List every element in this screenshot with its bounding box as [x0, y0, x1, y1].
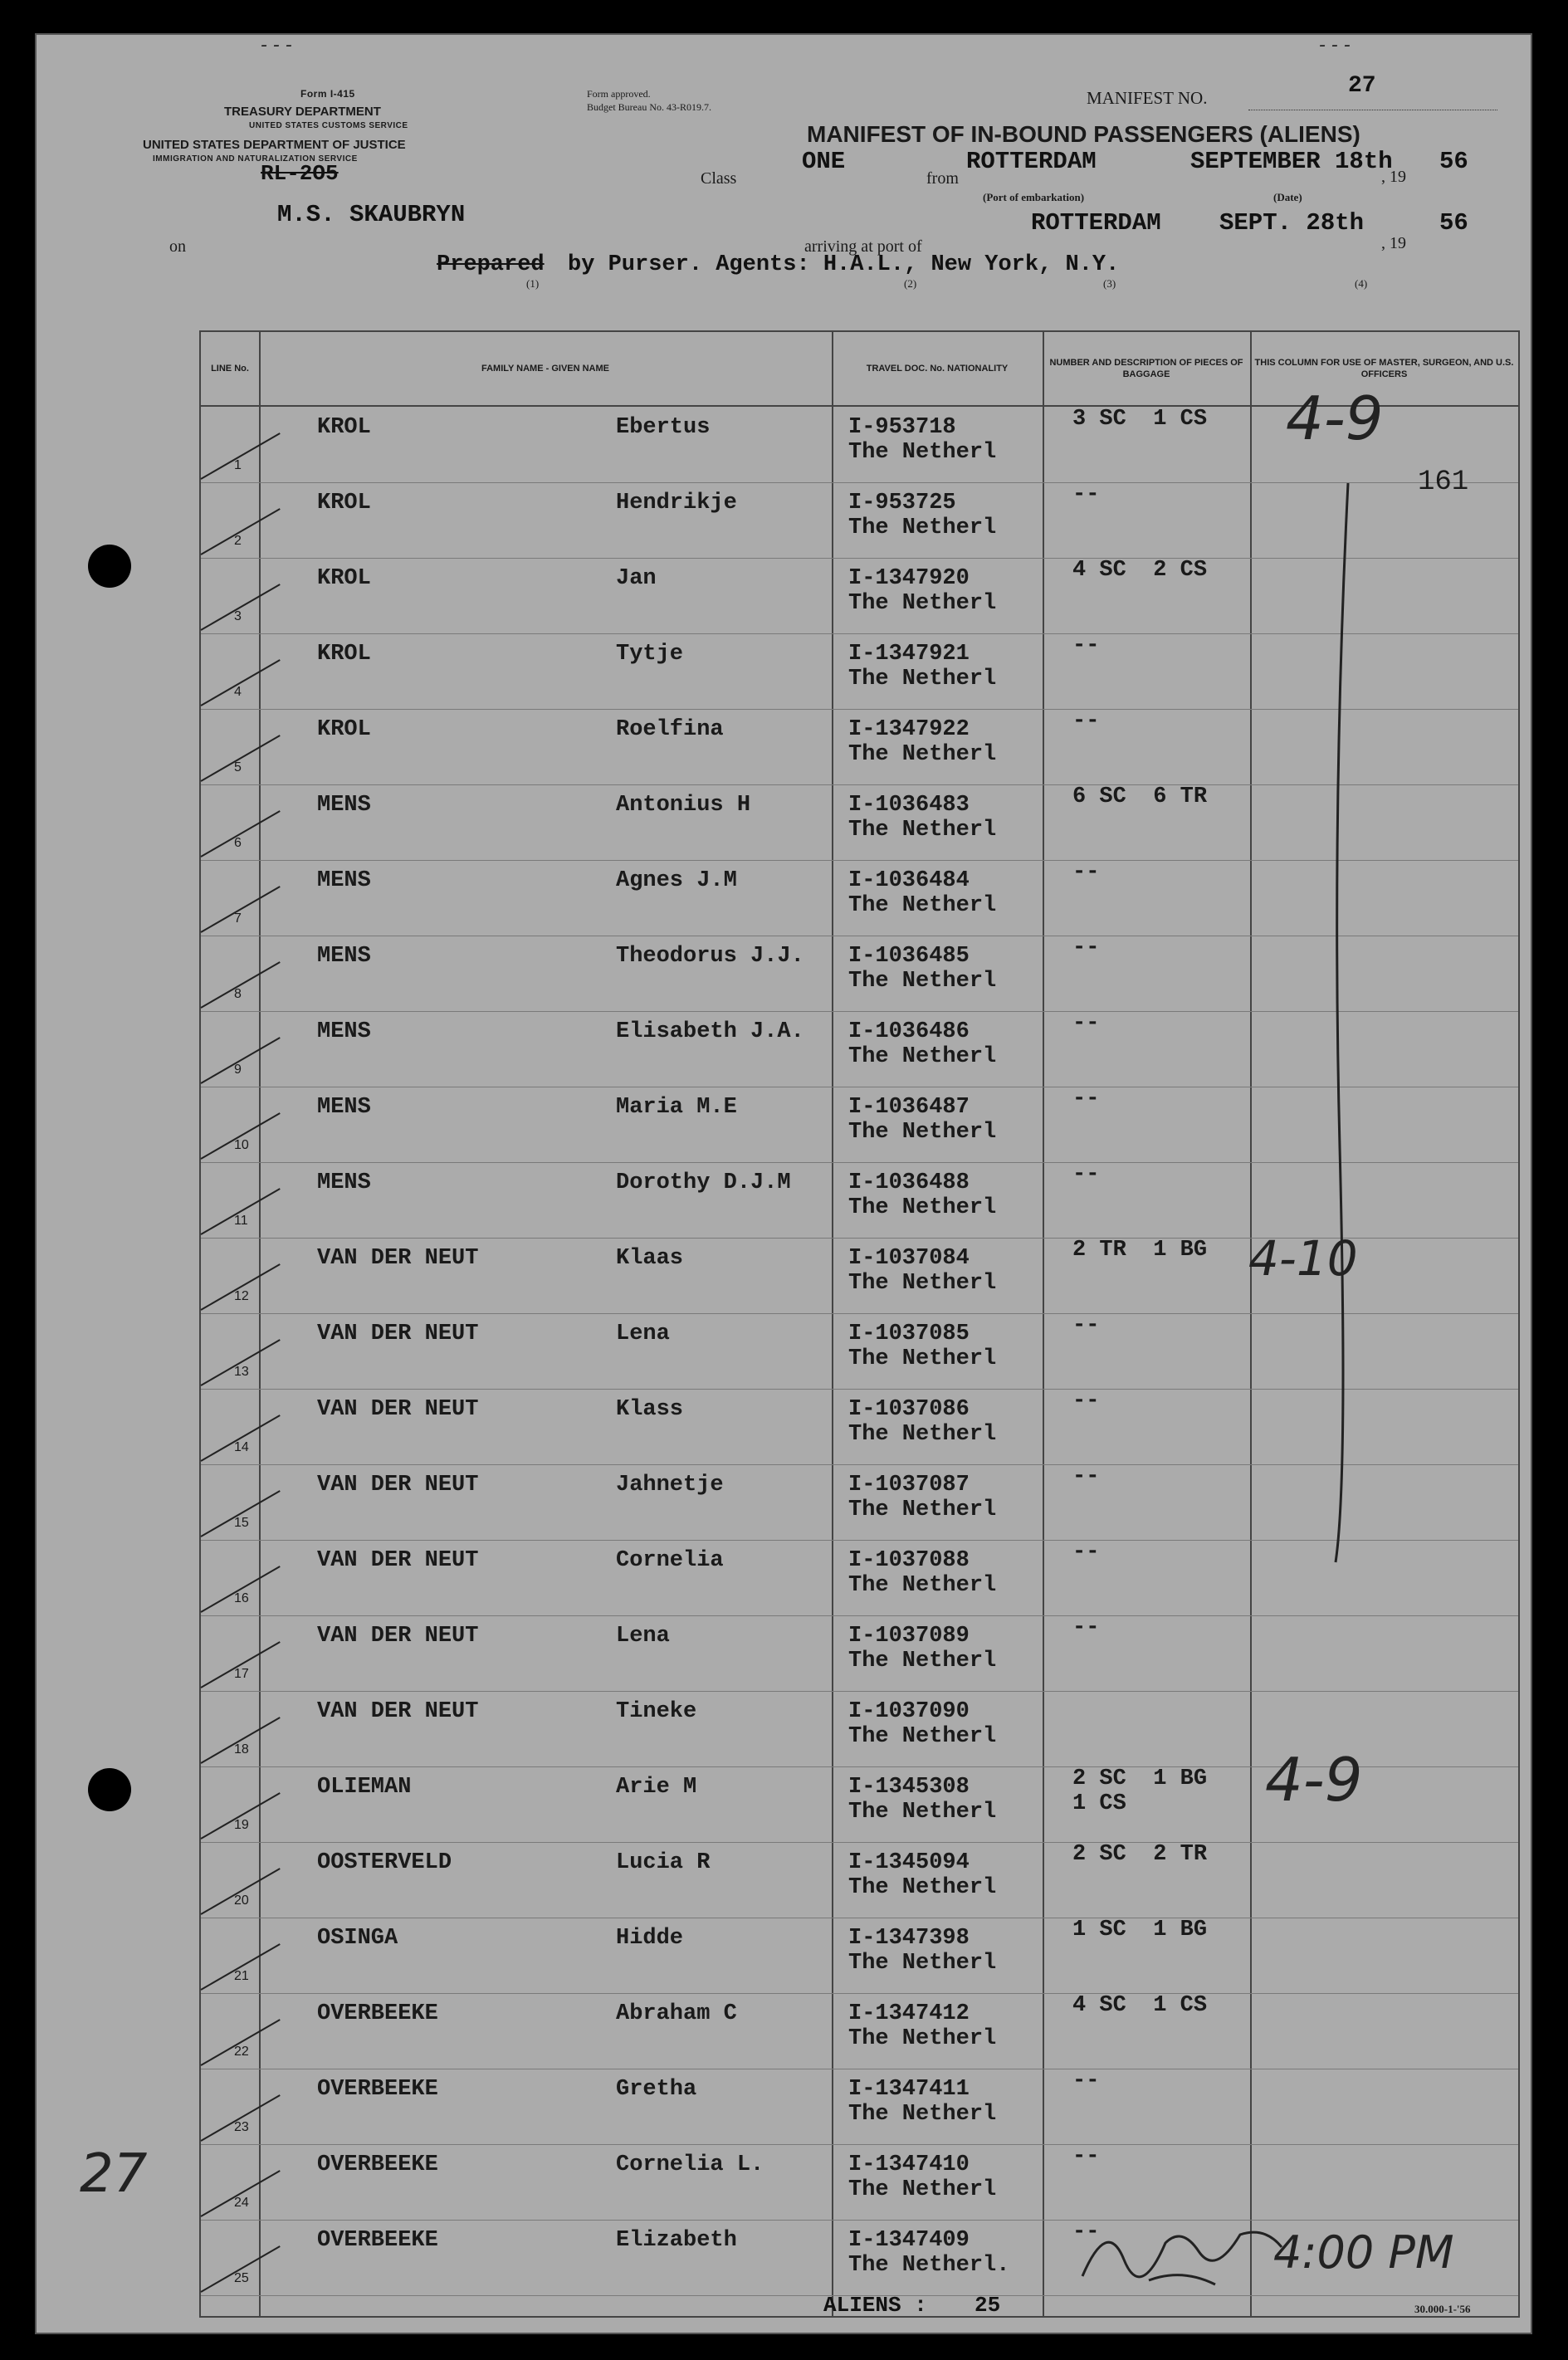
- margin-check-line: [1315, 483, 1365, 1745]
- given-name: Elisabeth J.A.: [616, 1019, 804, 1044]
- form-approved: Form approved.: [587, 88, 651, 100]
- customs-service: UNITED STATES CUSTOMS SERVICE: [249, 121, 408, 130]
- given-name: Hidde: [616, 1926, 684, 1951]
- baggage: --: [1072, 1615, 1100, 1640]
- nationality: The Netherl: [848, 1951, 997, 1976]
- given-name: Lena: [616, 1322, 670, 1346]
- line-number: 8: [234, 987, 242, 1001]
- table-row: [201, 1842, 1518, 1918]
- baggage-extra: 1 CS: [1072, 1791, 1126, 1816]
- table-row: [201, 2069, 1518, 2145]
- from-label: from: [926, 169, 959, 188]
- family-name: OSINGA: [317, 1926, 398, 1951]
- travel-doc-number: I-1036484: [848, 868, 970, 893]
- embark-year: 56: [1439, 148, 1468, 175]
- travel-doc-number: I-1345308: [848, 1775, 970, 1800]
- group-mark-3: 4-9: [1265, 1745, 1363, 1815]
- port-caption: (Port of embarkation): [983, 191, 1085, 203]
- given-name: Abraham C: [616, 2001, 737, 2026]
- baggage: --: [1072, 1313, 1100, 1338]
- manifest-title: MANIFEST OF IN-BOUND PASSENGERS (ALIENS): [807, 121, 1360, 147]
- travel-doc-number: I-1347412: [848, 2001, 970, 2026]
- header-name: FAMILY NAME - GIVEN NAME: [259, 332, 832, 407]
- nationality: The Netherl.: [848, 2253, 1010, 2278]
- line-number: 18: [234, 1742, 249, 1757]
- table-row: [201, 2144, 1518, 2221]
- line-number: 21: [234, 1969, 249, 1983]
- baggage: 2 SC 2 TR: [1072, 1842, 1208, 1867]
- family-name: KROL: [317, 491, 371, 515]
- family-name: OVERBEEKE: [317, 2152, 438, 2177]
- given-name: Maria M.E: [616, 1095, 737, 1120]
- given-name: Klaas: [616, 1246, 684, 1271]
- given-name: Antonius H: [616, 793, 751, 818]
- travel-doc-number: I-1347920: [848, 566, 970, 591]
- given-name: Hendrikje: [616, 491, 737, 515]
- line-number: 5: [234, 760, 242, 774]
- prepared-struck: Prepared: [437, 252, 545, 277]
- travel-doc-number: I-1036488: [848, 1170, 970, 1195]
- line-number: 16: [234, 1591, 249, 1605]
- travel-doc-number: I-1347409: [848, 2228, 970, 2253]
- family-name: VAN DER NEUT: [317, 1699, 479, 1724]
- family-name: OVERBEEKE: [317, 2228, 438, 2253]
- punch-hole-bottom: [88, 1768, 131, 1811]
- line-number: 25: [234, 2271, 249, 2285]
- baggage: 2 SC 1 BG: [1072, 1766, 1208, 1791]
- family-name: MENS: [317, 793, 371, 818]
- baggage: --: [1072, 1540, 1100, 1565]
- given-name: Jan: [616, 566, 657, 591]
- top-marks-right: - - -: [1319, 35, 1351, 56]
- given-name: Cornelia L.: [616, 2152, 764, 2177]
- travel-doc-number: I-1037086: [848, 1397, 970, 1422]
- travel-doc-number: I-1347411: [848, 2077, 970, 2102]
- manifest-sheet: [35, 33, 1532, 2334]
- officer-signature: [1074, 2201, 1290, 2293]
- col-num-3: (3): [1103, 277, 1116, 290]
- baggage: --: [1072, 1464, 1100, 1489]
- group-mark-1: 4-9: [1286, 384, 1384, 453]
- travel-doc-number: I-1037087: [848, 1473, 970, 1498]
- arrival-year-label: , 19: [1381, 234, 1406, 252]
- line-number: 10: [234, 1138, 249, 1152]
- travel-doc-number: I-1036483: [848, 793, 970, 818]
- given-name: Theodorus J.J.: [616, 944, 804, 969]
- family-name: VAN DER NEUT: [317, 1473, 479, 1498]
- nationality: The Netherl: [848, 1573, 997, 1598]
- family-name: OLIEMAN: [317, 1775, 412, 1800]
- class-value: ONE: [802, 148, 846, 175]
- given-name: Dorothy D.J.M: [616, 1170, 791, 1195]
- table-row: [201, 1918, 1518, 1994]
- line-number: 4: [234, 685, 242, 699]
- treasury-dept: TREASURY DEPARTMENT: [224, 105, 381, 119]
- travel-doc-number: I-1036486: [848, 1019, 970, 1044]
- group-mark-2: 4-10: [1248, 1230, 1358, 1287]
- arrival-time: 4:00 PM: [1273, 2226, 1454, 2279]
- baggage: --: [1072, 860, 1100, 885]
- arrival-port: ROTTERDAM: [1031, 209, 1161, 237]
- family-name: VAN DER NEUT: [317, 1548, 479, 1573]
- nationality: The Netherl: [848, 440, 997, 465]
- given-name: Roelfina: [616, 717, 724, 742]
- given-name: Tytje: [616, 642, 684, 667]
- family-name: OOSTERVELD: [317, 1850, 452, 1875]
- line-number: 1: [234, 458, 242, 472]
- given-name: Tineke: [616, 1699, 697, 1724]
- family-name: KROL: [317, 566, 371, 591]
- family-name: VAN DER NEUT: [317, 1322, 479, 1346]
- travel-doc-number: I-1347410: [848, 2152, 970, 2177]
- baggage: --: [1072, 1389, 1100, 1414]
- family-name: OVERBEEKE: [317, 2077, 438, 2102]
- margin-number: 27: [80, 2143, 148, 2205]
- given-name: Arie M: [616, 1775, 697, 1800]
- line-number: 13: [234, 1365, 249, 1379]
- family-name: MENS: [317, 944, 371, 969]
- travel-doc-number: I-1037090: [848, 1699, 970, 1724]
- travel-doc-number: I-953718: [848, 415, 956, 440]
- travel-doc-number: I-1036485: [848, 944, 970, 969]
- date-caption: (Date): [1273, 191, 1302, 203]
- nationality: The Netherl: [848, 2102, 997, 2127]
- embark-port: ROTTERDAM: [966, 148, 1097, 175]
- top-marks: - - -: [261, 35, 292, 56]
- nationality: The Netherl: [848, 1498, 997, 1522]
- col-num-4: (4): [1355, 277, 1368, 290]
- travel-doc-number: I-1037085: [848, 1322, 970, 1346]
- line-number: 3: [234, 609, 242, 623]
- baggage: 4 SC 2 CS: [1072, 558, 1208, 583]
- family-name: KROL: [317, 415, 371, 440]
- given-name: Lucia R: [616, 1850, 711, 1875]
- given-name: Lena: [616, 1624, 670, 1649]
- given-name: Jahnetje: [616, 1473, 724, 1498]
- nationality: The Netherl: [848, 1875, 997, 1900]
- nationality: The Netherl: [848, 742, 997, 767]
- given-name: Gretha: [616, 2077, 697, 2102]
- header-travel-doc: TRAVEL DOC. No. NATIONALITY: [832, 332, 1043, 407]
- family-name: VAN DER NEUT: [317, 1397, 479, 1422]
- line-number: 7: [234, 911, 242, 926]
- page-count: 161: [1418, 467, 1469, 498]
- nationality: The Netherl: [848, 1195, 997, 1220]
- immigration-service: IMMIGRATION AND NATURALIZATION SERVICE: [153, 154, 358, 164]
- family-name: OVERBEEKE: [317, 2001, 438, 2026]
- aliens-label: ALIENS :: [823, 2293, 927, 2318]
- header-officers: THIS COLUMN FOR USE OF MASTER, SURGEON, AND U.S. OFFICERS: [1250, 332, 1518, 407]
- line-number: 6: [234, 836, 242, 850]
- baggage: --: [1072, 2144, 1100, 2169]
- travel-doc-number: I-1037088: [848, 1548, 970, 1573]
- baggage: 2 TR 1 BG: [1072, 1238, 1208, 1263]
- header-baggage: NUMBER AND DESCRIPTION OF PIECES OF BAGGAGE: [1043, 332, 1250, 407]
- baggage: 3 SC 1 CS: [1072, 407, 1208, 432]
- given-name: Ebertus: [616, 415, 711, 440]
- line-number: 14: [234, 1440, 249, 1454]
- line-number: 22: [234, 2045, 249, 2059]
- given-name: Agnes J.M: [616, 868, 737, 893]
- punch-hole-top: [88, 545, 131, 588]
- nationality: The Netherl: [848, 1271, 997, 1296]
- nationality: The Netherl: [848, 1724, 997, 1749]
- baggage: 1 SC 1 BG: [1072, 1918, 1208, 1942]
- line-number: 23: [234, 2120, 249, 2134]
- nationality: The Netherl: [848, 1422, 997, 1447]
- form-code: 30.000-1-'56: [1414, 2303, 1471, 2315]
- family-name: VAN DER NEUT: [317, 1246, 479, 1271]
- travel-doc-number: I-1037089: [848, 1624, 970, 1649]
- baggage: --: [1072, 633, 1100, 658]
- struck-ship-code: RL-2O5: [261, 161, 339, 186]
- nationality: The Netherl: [848, 515, 997, 540]
- line-number: 11: [234, 1214, 248, 1228]
- nationality: The Netherl: [848, 969, 997, 994]
- nationality: The Netherl: [848, 1120, 997, 1145]
- family-name: KROL: [317, 642, 371, 667]
- travel-doc-number: I-1036487: [848, 1095, 970, 1120]
- line-number: 12: [234, 1289, 249, 1303]
- baggage: --: [1072, 936, 1100, 960]
- nationality: The Netherl: [848, 667, 997, 691]
- line-number: 20: [234, 1893, 249, 1908]
- arriving-label: arriving at port of: [804, 237, 922, 256]
- line-number: 2: [234, 534, 242, 548]
- baggage: --: [1072, 1162, 1100, 1187]
- header-line-no: LINE No.: [201, 332, 259, 407]
- col-num-1: (1): [526, 277, 540, 290]
- col-num-2: (2): [904, 277, 917, 290]
- baggage: 4 SC 1 CS: [1072, 1993, 1208, 2018]
- given-name: Elizabeth: [616, 2228, 737, 2253]
- given-name: Klass: [616, 1397, 684, 1422]
- form-number: Form I-415: [300, 88, 355, 100]
- arrival-year: 56: [1439, 209, 1468, 237]
- baggage: --: [1072, 709, 1100, 734]
- aliens-count: 25: [975, 2293, 1001, 2318]
- nationality: The Netherl: [848, 1346, 997, 1371]
- baggage: --: [1072, 2220, 1100, 2245]
- baggage: --: [1072, 2069, 1100, 2094]
- line-number: 15: [234, 1516, 249, 1530]
- budget-bureau: Budget Bureau No. 43-R019.7.: [587, 101, 711, 113]
- on-label: on: [169, 237, 186, 256]
- family-name: MENS: [317, 1170, 371, 1195]
- arrival-date: SEPT. 28th: [1219, 209, 1365, 237]
- nationality: The Netherl: [848, 1649, 997, 1673]
- nationality: The Netherl: [848, 2177, 997, 2202]
- baggage: --: [1072, 1011, 1100, 1036]
- line-number: 9: [234, 1063, 242, 1077]
- family-name: VAN DER NEUT: [317, 1624, 479, 1649]
- year-label: , 19: [1381, 168, 1406, 186]
- justice-dept: UNITED STATES DEPARTMENT OF JUSTICE: [143, 138, 406, 152]
- table-row: [201, 1993, 1518, 2069]
- travel-doc-number: I-1347921: [848, 642, 970, 667]
- manifest-label: MANIFEST NO.: [1087, 88, 1208, 108]
- ship-name: M.S. SKAUBRYN: [277, 201, 466, 228]
- manifest-number: 27: [1348, 73, 1376, 99]
- travel-doc-number: I-953725: [848, 491, 956, 515]
- line-number: 17: [234, 1667, 249, 1681]
- family-name: MENS: [317, 1019, 371, 1044]
- nationality: The Netherl: [848, 893, 997, 918]
- nationality: The Netherl: [848, 591, 997, 616]
- family-name: KROL: [317, 717, 371, 742]
- nationality: The Netherl: [848, 1800, 997, 1825]
- nationality: The Netherl: [848, 2026, 997, 2051]
- nationality: The Netherl: [848, 1044, 997, 1069]
- baggage: --: [1072, 1087, 1100, 1112]
- class-label: Class: [701, 169, 737, 188]
- travel-doc-number: I-1345094: [848, 1850, 970, 1875]
- baggage: --: [1072, 482, 1100, 507]
- nationality: The Netherl: [848, 818, 997, 843]
- travel-doc-number: I-1347922: [848, 717, 970, 742]
- family-name: MENS: [317, 868, 371, 893]
- travel-doc-number: I-1037084: [848, 1246, 970, 1271]
- embark-date: SEPTEMBER 18th: [1190, 148, 1393, 175]
- baggage: 6 SC 6 TR: [1072, 784, 1208, 809]
- prepared-by: by Purser. Agents: H.A.L., New York, N.Y.: [568, 252, 1120, 277]
- given-name: Cornelia: [616, 1548, 724, 1573]
- travel-doc-number: I-1347398: [848, 1926, 970, 1951]
- line-number: 19: [234, 1818, 249, 1832]
- line-number: 24: [234, 2196, 249, 2210]
- family-name: MENS: [317, 1095, 371, 1120]
